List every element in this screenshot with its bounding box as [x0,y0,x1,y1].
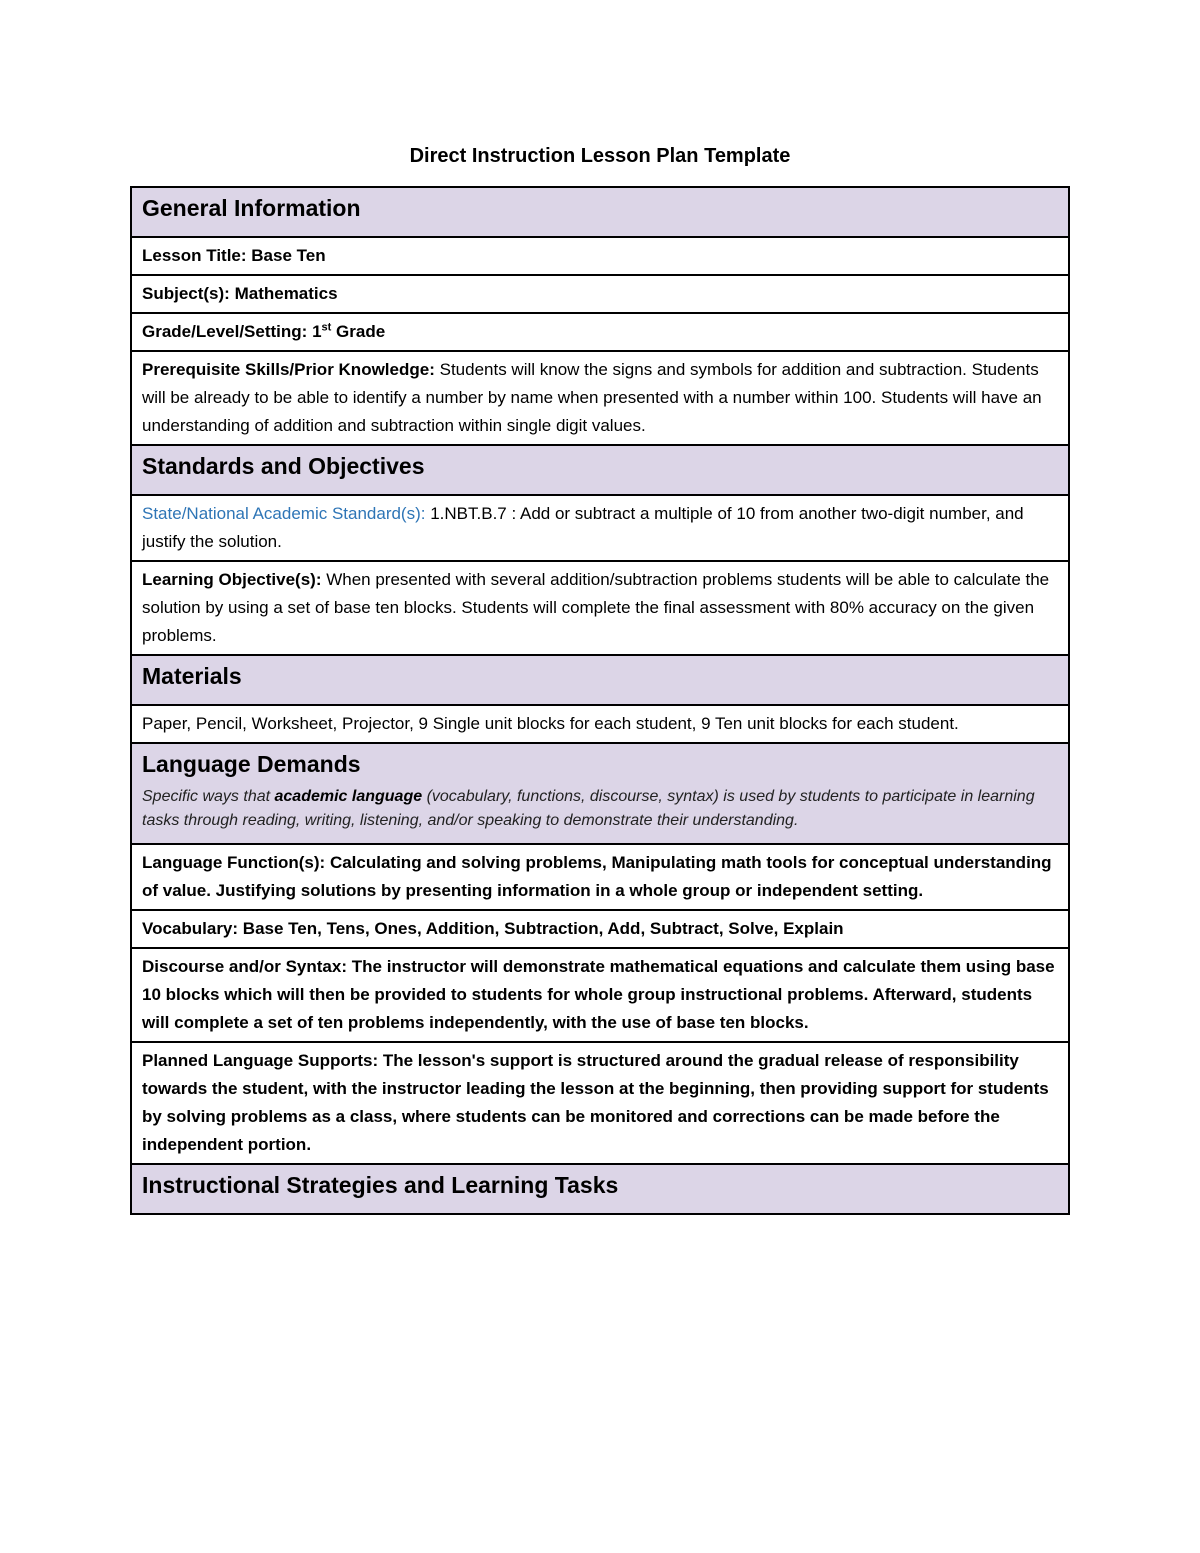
prerequisite-value: Students will know the signs and symbols for addition and subtraction. Students will be already to be able to identify a number by name when presented with a number within 100. Students will have an understanding of addition and subtraction within single digit values. [142,360,1042,435]
section-heading: General Information [131,187,1069,237]
prerequisite-label: Prerequisite Skills/Prior Knowledge: [142,360,435,379]
row-learning-objective [131,561,1069,655]
page-title: Direct Instruction Lesson Plan Template [409,145,791,167]
section-heading: Standards and Objectives [131,445,1069,495]
section-heading: Instructional Strategies and Learning Tasks [131,1164,1069,1214]
section-header-instructional-strategies [131,1164,1069,1214]
subjects-value: Mathematics [234,284,338,303]
supports-label: Planned Language Supports: [142,1051,379,1070]
lesson-plan-table [130,186,1070,1215]
section-heading: Language Demands [142,751,361,777]
row-lesson-title [131,237,1069,275]
row-planned-supports [131,1042,1069,1164]
row-language-function [131,844,1069,910]
description-text: (vocabulary, functions, discourse, syntax) is used by students to participate in learning tasks through reading, writing, listening, and/or speaking to demonstrate their understanding. [142,788,1035,829]
subjects-label: Subject(s): [142,284,230,303]
section-header-general-information [131,187,1069,237]
lesson-title-label: Lesson Title: [142,246,247,265]
materials-value: Paper, Pencil, Worksheet, Projector, 9 Single unit blocks for each student, 9 Ten unit blocks for each student. [131,705,1069,743]
row-standard [131,495,1069,561]
vocabulary-label: Vocabulary: [142,919,239,938]
discourse-label: Discourse and/or Syntax: [142,957,348,976]
row-subjects [131,275,1069,313]
standard-label: State/National Academic Standard(s): [142,504,426,523]
section-heading: Materials [131,655,1069,705]
language-function-value: Calculating and solving problems, Manipulating math tools for conceptual understanding of value. Justifying solutions by presenting information in a whole group or independent setting. [142,853,1052,900]
discourse-value: The instructor will demonstrate mathematical equations and calculate them using base 10 blocks which will then be provided to students for whole group instructional problems. Afterward, students will complete a set of ten problems independently, with the use of base ten blocks. [142,957,1055,1032]
row-grade-level [131,313,1069,351]
row-vocabulary [131,910,1069,948]
vocabulary-value: Base Ten, Tens, Ones, Addition, Subtraction, Add, Subtract, Solve, Explain [242,919,844,938]
language-demands-description [142,785,1058,833]
section-header-language-demands [131,743,1069,844]
grade-label: Grade/Level/Setting: [142,322,308,341]
description-emphasis: academic language [274,788,423,805]
objective-label: Learning Objective(s): [142,570,322,589]
objective-value: When presented with several addition/subtraction problems students will be able to calculate the solution by using a set of base ten blocks. Students will complete the final assessment with 80% accuracy on the given problems. [142,570,1050,645]
row-materials [131,705,1069,743]
row-discourse-syntax [131,948,1069,1042]
grade-value-text: Grade [336,322,386,341]
row-prerequisite [131,351,1069,445]
section-header-standards-objectives [131,445,1069,495]
section-header-materials [131,655,1069,705]
supports-value: The lesson's support is structured around the gradual release of responsibility towards the student, with the instructor leading the lesson at the beginning, then providing support for students by solving problems as a class, where students can be monitored and corrections can be made before the independent portion. [142,1051,1049,1154]
description-text: Specific ways that [142,788,275,805]
language-function-label: Language Function(s): [142,853,326,872]
grade-value-suffix: st [321,321,332,334]
grade-value-number: 1 [312,322,322,341]
standard-value: 1.NBT.B.7 : Add or subtract a multiple of 10 from another two-digit number, and justify the solution. [142,504,1024,551]
lesson-title-value: Base Ten [251,246,326,265]
